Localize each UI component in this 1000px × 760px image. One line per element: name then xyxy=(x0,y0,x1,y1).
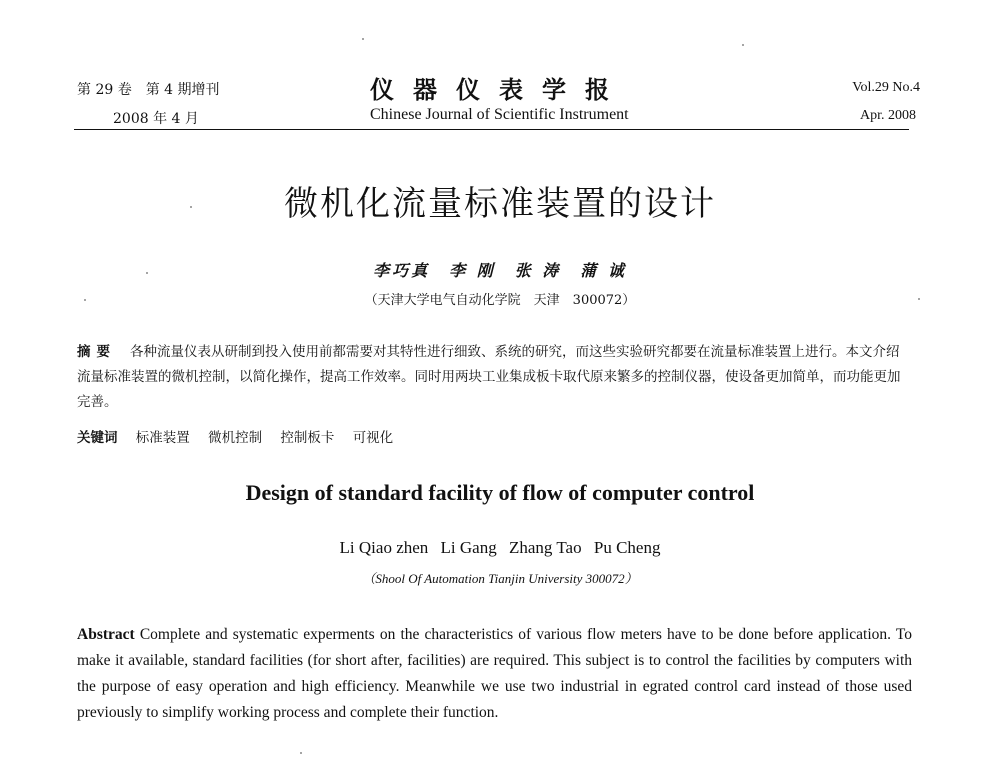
keywords-cn xyxy=(77,426,407,446)
header-date-en: Apr. 2008 xyxy=(860,108,916,123)
abstract-cn xyxy=(77,340,912,415)
scan-speck xyxy=(190,206,192,208)
abstract-en-label: Abstract xyxy=(77,626,135,643)
keywords-cn-label: 关键词 xyxy=(77,430,118,446)
scan-speck xyxy=(300,752,302,754)
header-divider xyxy=(74,129,909,130)
header-date-cn: 2008 年 4 月 xyxy=(113,111,199,127)
journal-title-cn: 仪器仪表学报 xyxy=(370,75,628,104)
journal-title-en: Chinese Journal of Scientific Instrument xyxy=(370,106,629,123)
scan-speck xyxy=(742,44,744,46)
paper-title-cn: 微机化流量标准装置的设计 xyxy=(284,184,716,224)
abstract-en-text: Complete and systematic experments on the characteristics of various flow meters have to be done before application. To make it available, standard facilities (for short after, facilities) are required. This subject is to control the facilities by computers with the purpose of easy operation and high efficiency. Meanwhile we use two industrial in egrated control card instead of those used previously to simplify working process and complete their function. xyxy=(77,626,912,721)
scan-speck xyxy=(84,299,86,301)
author-en: Li Qiao zhen xyxy=(339,538,429,557)
author-en: Li Gang xyxy=(440,538,497,557)
header-volume-issue-cn: 第 29 卷 第 4 期增刊 xyxy=(77,82,220,98)
affiliation-en: （Shool Of Automation Tianjin University 300072） xyxy=(362,571,638,586)
paper-title-en: Design of standard facility of flow of computer control xyxy=(245,480,755,505)
abstract-cn-text: 各种流量仪表从研制到投入使用前都需要对其特性进行细致、系统的研究，而这些实验研究都要在流量标准装置上进行。本文介绍流量标准装置的微机控制，以简化操作，提高工作效率。同时用两块工业集成板卡取代原来繁多的控制仪器，使设备更加简单，而功能更加完善。 xyxy=(77,344,901,410)
scan-speck xyxy=(918,298,920,300)
scan-speck xyxy=(146,272,148,274)
abstract-cn-label: 摘要 xyxy=(77,344,116,360)
abstract-en xyxy=(77,622,912,726)
author-en: Pu Cheng xyxy=(593,538,661,557)
keyword-item: 控制板卡 xyxy=(280,430,335,446)
scan-speck xyxy=(362,38,364,40)
authors-en xyxy=(0,538,1000,558)
keyword-item: 标准装置 xyxy=(135,430,190,446)
keyword-item: 微机控制 xyxy=(208,430,263,446)
authors-cn: 李巧真 李 刚 张 涛 蒲 诚 xyxy=(373,261,627,280)
header-volume-issue-en: Vol.29 No.4 xyxy=(852,80,920,95)
affiliation-cn: （天津大学电气自动化学院 天津 300072） xyxy=(364,293,636,308)
keyword-item: 可视化 xyxy=(352,430,394,446)
author-en: Zhang Tao xyxy=(508,538,582,557)
